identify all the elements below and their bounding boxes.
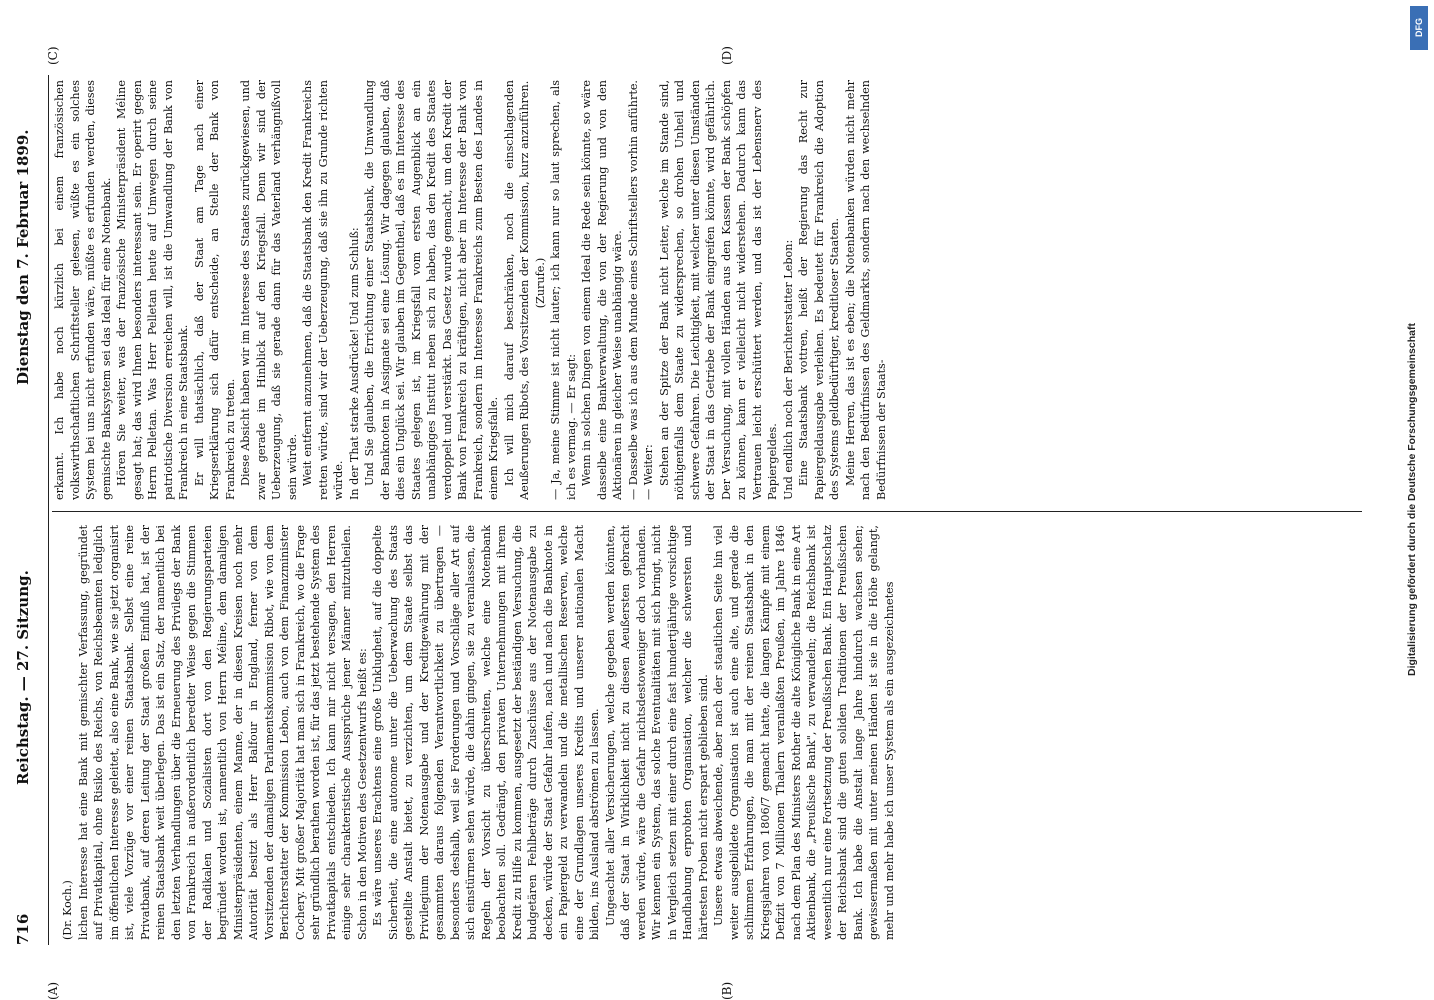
paragraph: Ich will mich darauf beschränken, noch die einschlagenden Aeußerungen Ribots, des Vorsitzenden der Kommission, kurz anzuführen. [502, 80, 531, 500]
header-rule [48, 75, 49, 945]
margin-marker-d: (D) [720, 46, 734, 65]
paragraph: Eine Staatsbank vottren, heißt der Regierung das Recht zur Papiergeldausgabe verleihen. Es bedeutet für Frankreich die Adoption des Systems geldbedürftiger, kreditloser Staaten. [797, 80, 841, 500]
paragraph: — Dasselbe was ich aus dem Munde eines Schriftstellers vorhin anführte. — Weiter: [626, 80, 655, 500]
paragraph: — Ja, meine Stimme ist nicht lauter; ich kann nur so laut sprechen, als ich es vermag. — Er sagt: [549, 80, 578, 500]
paragraph: Und Sie glauben, die Errichtung einer Staatsbank, die Umwandlung der Banknoten in Assignate sei eine Lösung. Wir dagegen glauben, daß dies ein Unglück sei. Wir glauben im Gegentheil, daß es im Interesse des Staates gelegen ist, im Kriegsfall vom ersten Augenblick an ein unabhängiges Institut neben sich zu haben, das den Kredit des Staates verdoppelt und verstärkt. Das Gesetz wurde gemacht, um den Kredit der Bank von Frankreich zu kräftigen, nicht aber im Interesse der Bank von Frankreich, sondern im Interesse Frankreichs zum Besten des Landes in einem Kriegsfalle. [363, 80, 500, 500]
paragraph: Ungeachtet aller Versicherungen, welche gegeben werden könnten, daß der Staat in Wirklichkeit nicht zu diesen Aeußersten gebracht werden würde, wäre die Gefahr nichtsdestoweniger doch vorhanden. Wir kennen ein System, das solche Eventualitäten mit sich bringt, nicht in Vergleich setzen mit einer durch eine fast hundertjährige vorsichtige Handhabung erprobten Organisation, welcher die schwersten und härtesten Proben nicht erspart geblieben sind. [603, 525, 710, 940]
interjection: (Zurufe.) [533, 257, 547, 309]
paragraph: Und endlich noch der Berichterstatter Lebon: [781, 239, 795, 500]
paragraph: Wenn in solchen Dingen von einem Ideal die Rede sein könnte, so wäre dasselbe eine Bankverwaltung, die von der Regierung und von den Aktionären in gleicher Weise unabhängig wäre. [580, 80, 624, 500]
margin-marker-c: (C) [46, 46, 60, 65]
column-divider [52, 511, 1362, 512]
paragraph: Unsere etwas abweichende, aber nach der staatlichen Seite hin viel weiter ausgebildete Organisation ist auch eine alte, und gerade die schlimmen Erfahrungen, die man mit der reinen Staatsbank in den Kriegsjahren von 1806/7 gemacht hatte, die langen Kämpfe mit einem Defizit von 7 Millionen Thalern veranlaßten Preußen, im Jahre 1846 nach dem Plan des Ministers Rother die alte Königliche Bank in eine Art Aktienbank, die „Preußische Bank", zu verwandeln; die Reichsbank ist wesentlich nur eine Fortsetzung der Preußischen Bank. Ein Hauptschatz der Reichsbank sind die guten soliden Traditionen der Preußischen Bank. Ich habe die Anstalt lange Jahre hindurch wachsen sehen; gewissermaßen mit unter meinen Händen ist sie in die Höhe gelangt, mehr und mehr habe ich unser System als ein ausgezeichnetes [712, 525, 896, 940]
page-header [0, 45, 46, 945]
header-right-title: Dienstag den 7. Februar 1899. [14, 129, 32, 385]
paragraph: Weit entfernt anzunehmen, daß die Staatsbank den Kredit Frankreichs retten würde, sind wir der Ueberzeugung, daß sie ihn zu Grunde richten würde. [301, 80, 345, 500]
paragraph: erkannt. Ich habe noch kürzlich bei einem französischen volkswirthschaftlichen Schriftsteller gelesen, wüßte es ein solches System bei uns nicht erfunden wäre, müßte es erfunden werden, dieses gemischte Banksystem sei das Ideal für eine Notenbank. [53, 80, 113, 500]
dfg-logo: DFG [1410, 6, 1428, 50]
margin-marker-b: (B) [720, 981, 734, 1000]
page-number: 716 [14, 913, 32, 945]
paragraph: Meine Herren, das ist es eben; die Notenbanken würden nicht mehr nach den Bedürfnissen des Geldmarkts, sondern nach den wechselnden Bedürfnissen der Staats- [843, 80, 888, 500]
speaker-tag: (Dr. Koch.) [61, 880, 74, 940]
paragraph: lichen Interesse hat eine Bank mit gemischter Verfassung, gegründet auf Privatkapital, ohne Risiko des Reichs, von Reichsbeamten lediglich im öffentlichen Interesse geleitet, also eine Bank, wie sie jetzt organisirt ist, viele Vorzüge vor einer reinen Staatsbank. Selbst eine reine Privatbank, auf deren Leitung der Staat großen Einfluß hat, ist der reinen Staatsbank weit überlegen. Das ist ein Satz, der namentlich bei den letzten Verhandlungen über die Erneuerung des Privilegs der Bank von Frankreich in außerordentlich beredter Weise gegen die Stimmen der Radikalen und Sozialisten dort von den Regierungsparteien begründet worden ist, namentlich von Herrn Méline, dem damaligen Ministerpräsidenten, einem Manne, der in diesen Kreisen noch mehr Autorität besitzt als Herr Balfour in England, ferner von dem Vorsitzenden der damaligen Parlamentskommission Ribot, wie von dem Berichterstatter der Kommission Lebon, auch von dem Finanzminister Cochery. Mit großer Majorität hat man sich in Frankreich, wo die Frage sehr gründlich berathen worden ist, für das jetzt bestehende System des Privatkapitals entschieden. Ich kann mir nicht versagen, den Herren einige sehr charakteristische Aussprüche jener Männer mitzutheilen. Schon in den Motiven des Gesetzentwurfs heißt es: [76, 525, 369, 940]
paragraph: Er will thatsächlich, daß der Staat am Tage nach einer Kriegserklärung sich dafür entscheide, an Stelle der Bank von Frankreich zu treten. [192, 80, 237, 500]
header-left-title: Reichstag. — 27. Sitzung. [14, 570, 32, 785]
paragraph: Stehen an der Spitze der Bank nicht Leiter, welche im Stande sind, nöthigenfalls dem Staate zu widersprechen, so drohen Unheil und schwere Gefahren. Die Leichtigkeit, mit welcher unter diesen Umständen der Staat in das Getriebe der Bank eingreifen könnte, wird gefährlich. Der Versuchung, mit vollen Händen aus den Kassen der Bank schöpfen zu können, kann er vielleicht nicht widerstehen. Dadurch kann das Vertrauen leicht erschüttert werden, und das ist der Lebensnerv des Papiergeldes. [657, 80, 779, 500]
text-column-right [52, 80, 1352, 500]
paragraph: Hören Sie weiter, was der französische Ministerpräsident Méline gesagt hat; das wird Ihnen besonders interessant sein. Er operirt gegen Herrn Pelletan. Was Herr Pelletan heute auf Umwegen durch seine patriotische Diversion erreichen will, ist die Umwandlung der Bank von Frankreich in eine Staatsbank. [115, 80, 190, 500]
margin-marker-a: (A) [46, 981, 60, 1000]
text-column-left [60, 525, 1360, 940]
paragraph: In der That starke Ausdrücke! Und zum Schluß: [347, 227, 361, 500]
digitization-note: Digitalisierung gefördert durch die Deutsche Forschungsgemeinschaft [1406, 323, 1418, 677]
paragraph: Diese Absicht haben wir im Interesse des Staates zurückgewiesen, und zwar gerade im Hinblick auf den Kriegsfall. Denn wir sind der Ueberzeugung, daß sie gerade dann für das Vaterland verhängnißvoll sein würde. [239, 80, 299, 500]
paragraph: Es wäre unseres Erachtens eine große Unklugheit, auf die doppelte Sicherheit, die eine autonome unter die Ueberwachung des Staats gestellte Anstalt bietet, zu verzichten, um dem Staate selbst das Privilegium der Notenausgabe und der Kreditgewährung mit der gesammten daraus folgenden Verantwortlichkeit zu übertragen — besonders deshalb, weil sie Forderungen und Vorschläge aller Art auf sich einstürmen sehen würde, die dahin gingen, sie zu veranlassen, die Regeln der Vorsicht zu überschreiten, welche eine Notenbank beobachten soll. Gedrängt, den privaten Unternehmungen mit ihrem Kredit zu Hilfe zu kommen, ausgesetzt der beständigen Versuchung, die budgetären Fehlbeträge durch Zuschüsse aus der Notenausgabe zu decken, würde der Staat Gefahr laufen, nach und nach die Banknote in ein Papiergeld zu verwandeln und die metallischen Reserven, welche eine der Grundlagen unseres Kredits und unserer nationalen Macht bilden, ins Ausland abströmen zu lassen. [371, 525, 601, 940]
